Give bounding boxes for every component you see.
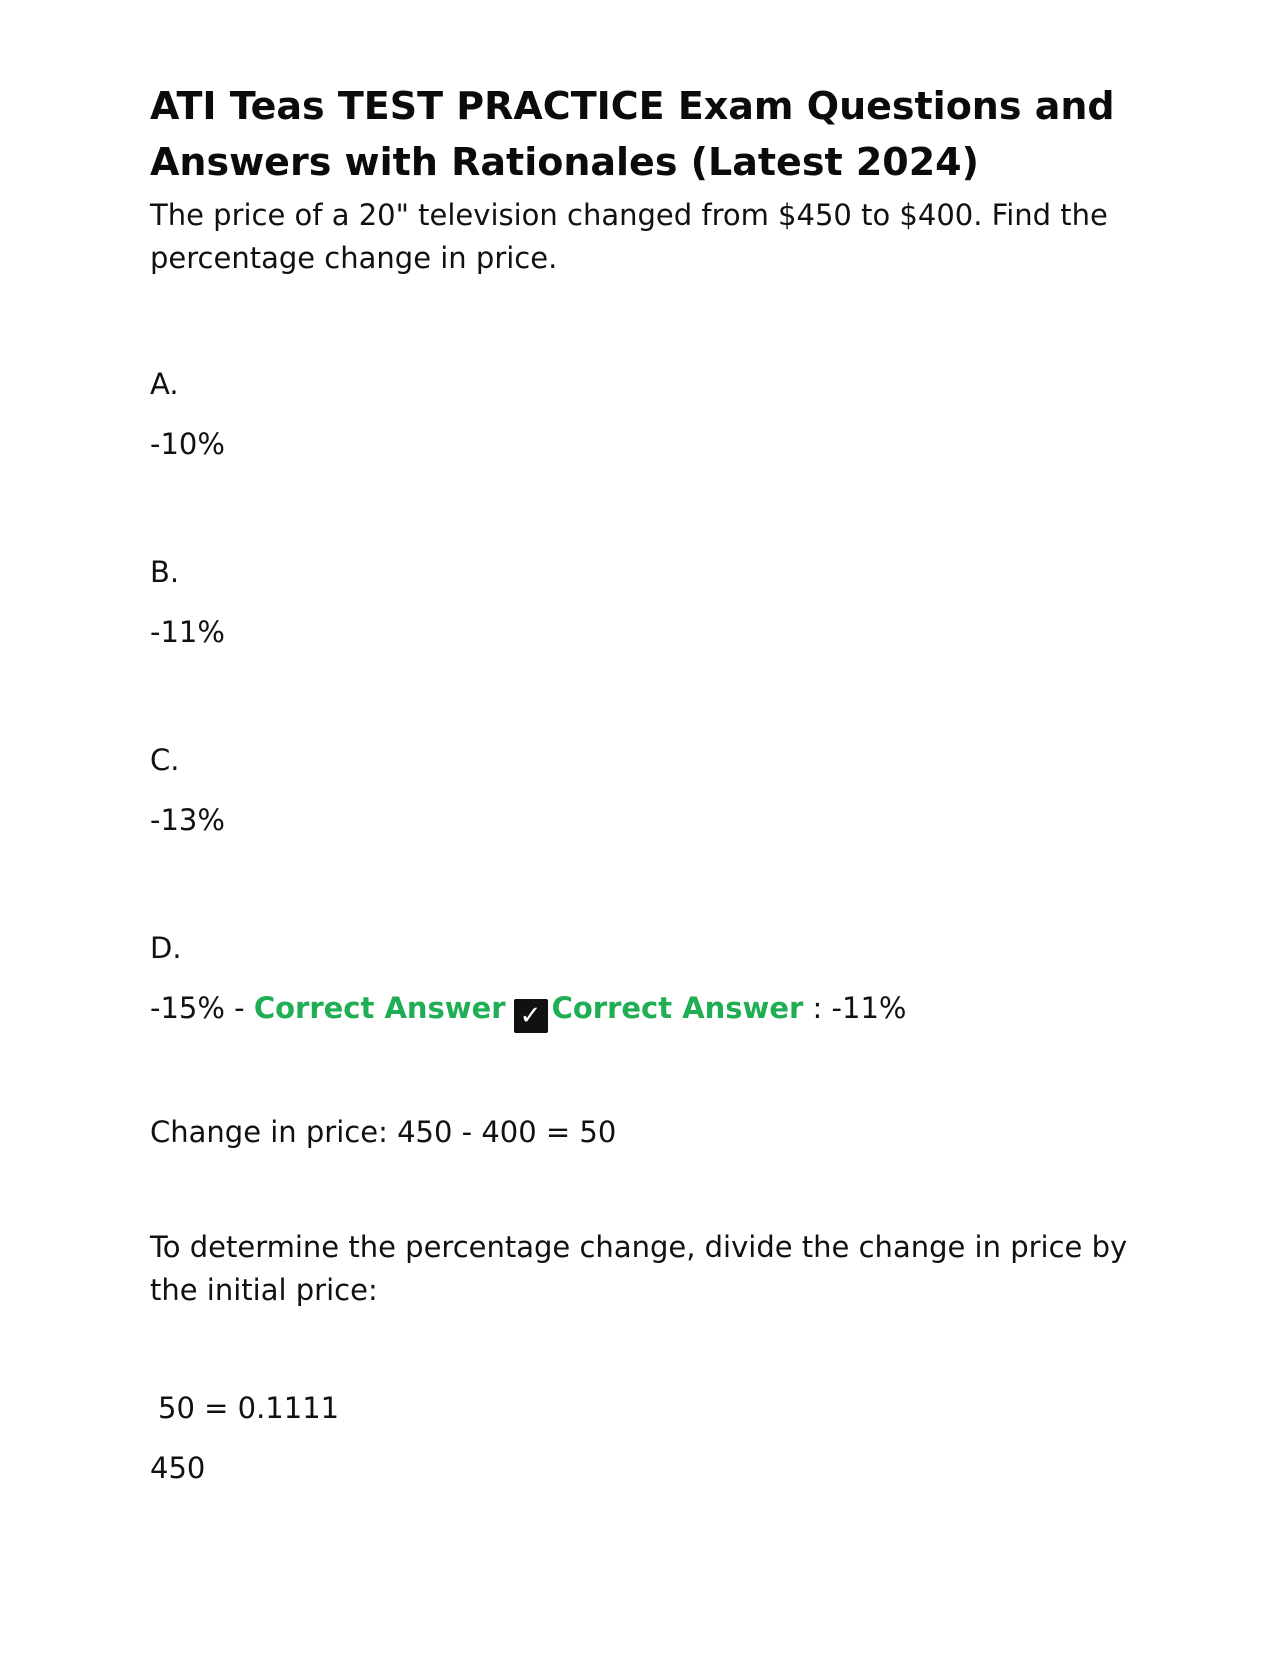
ratio-line: 50 = 0.1111 xyxy=(158,1391,340,1425)
rationale xyxy=(150,1111,1130,1486)
option-c-label: C. xyxy=(150,743,180,777)
option-a-value: -10% xyxy=(150,427,225,461)
correct-answer-label-second: Correct Answer xyxy=(551,991,804,1025)
correct-answer-label: Correct Answer xyxy=(253,991,506,1025)
option-b xyxy=(150,554,1130,650)
option-a xyxy=(150,366,1130,462)
option-c-value: -13% xyxy=(150,803,225,837)
correct-answer-value: : -11% xyxy=(803,991,907,1025)
option-b-value: -11% xyxy=(150,615,225,649)
option-d-value: -15% - xyxy=(150,991,254,1025)
question-text: The price of a 20" television changed from $450 to $400. Find the percentage change in price. xyxy=(150,198,1108,275)
rationale-explanation: To determine the percentage change, divide the change in price by the initial price: xyxy=(150,1230,1128,1307)
option-d-answer-line xyxy=(150,990,1130,1033)
check-mark-icon: ✓ xyxy=(514,999,548,1033)
option-d-label: D. xyxy=(150,931,182,965)
option-a-label: A. xyxy=(150,367,179,401)
option-b-label: B. xyxy=(150,555,180,589)
document-title: ATI Teas TEST PRACTICE Exam Questions and Answers with Rationales (Latest 2024) xyxy=(150,84,1115,184)
option-d xyxy=(150,930,1130,1033)
document-page xyxy=(150,78,1130,1486)
ratio-denominator: 450 xyxy=(150,1451,206,1485)
option-c xyxy=(150,742,1130,838)
change-in-price-line: Change in price: 450 - 400 = 50 xyxy=(150,1115,617,1149)
